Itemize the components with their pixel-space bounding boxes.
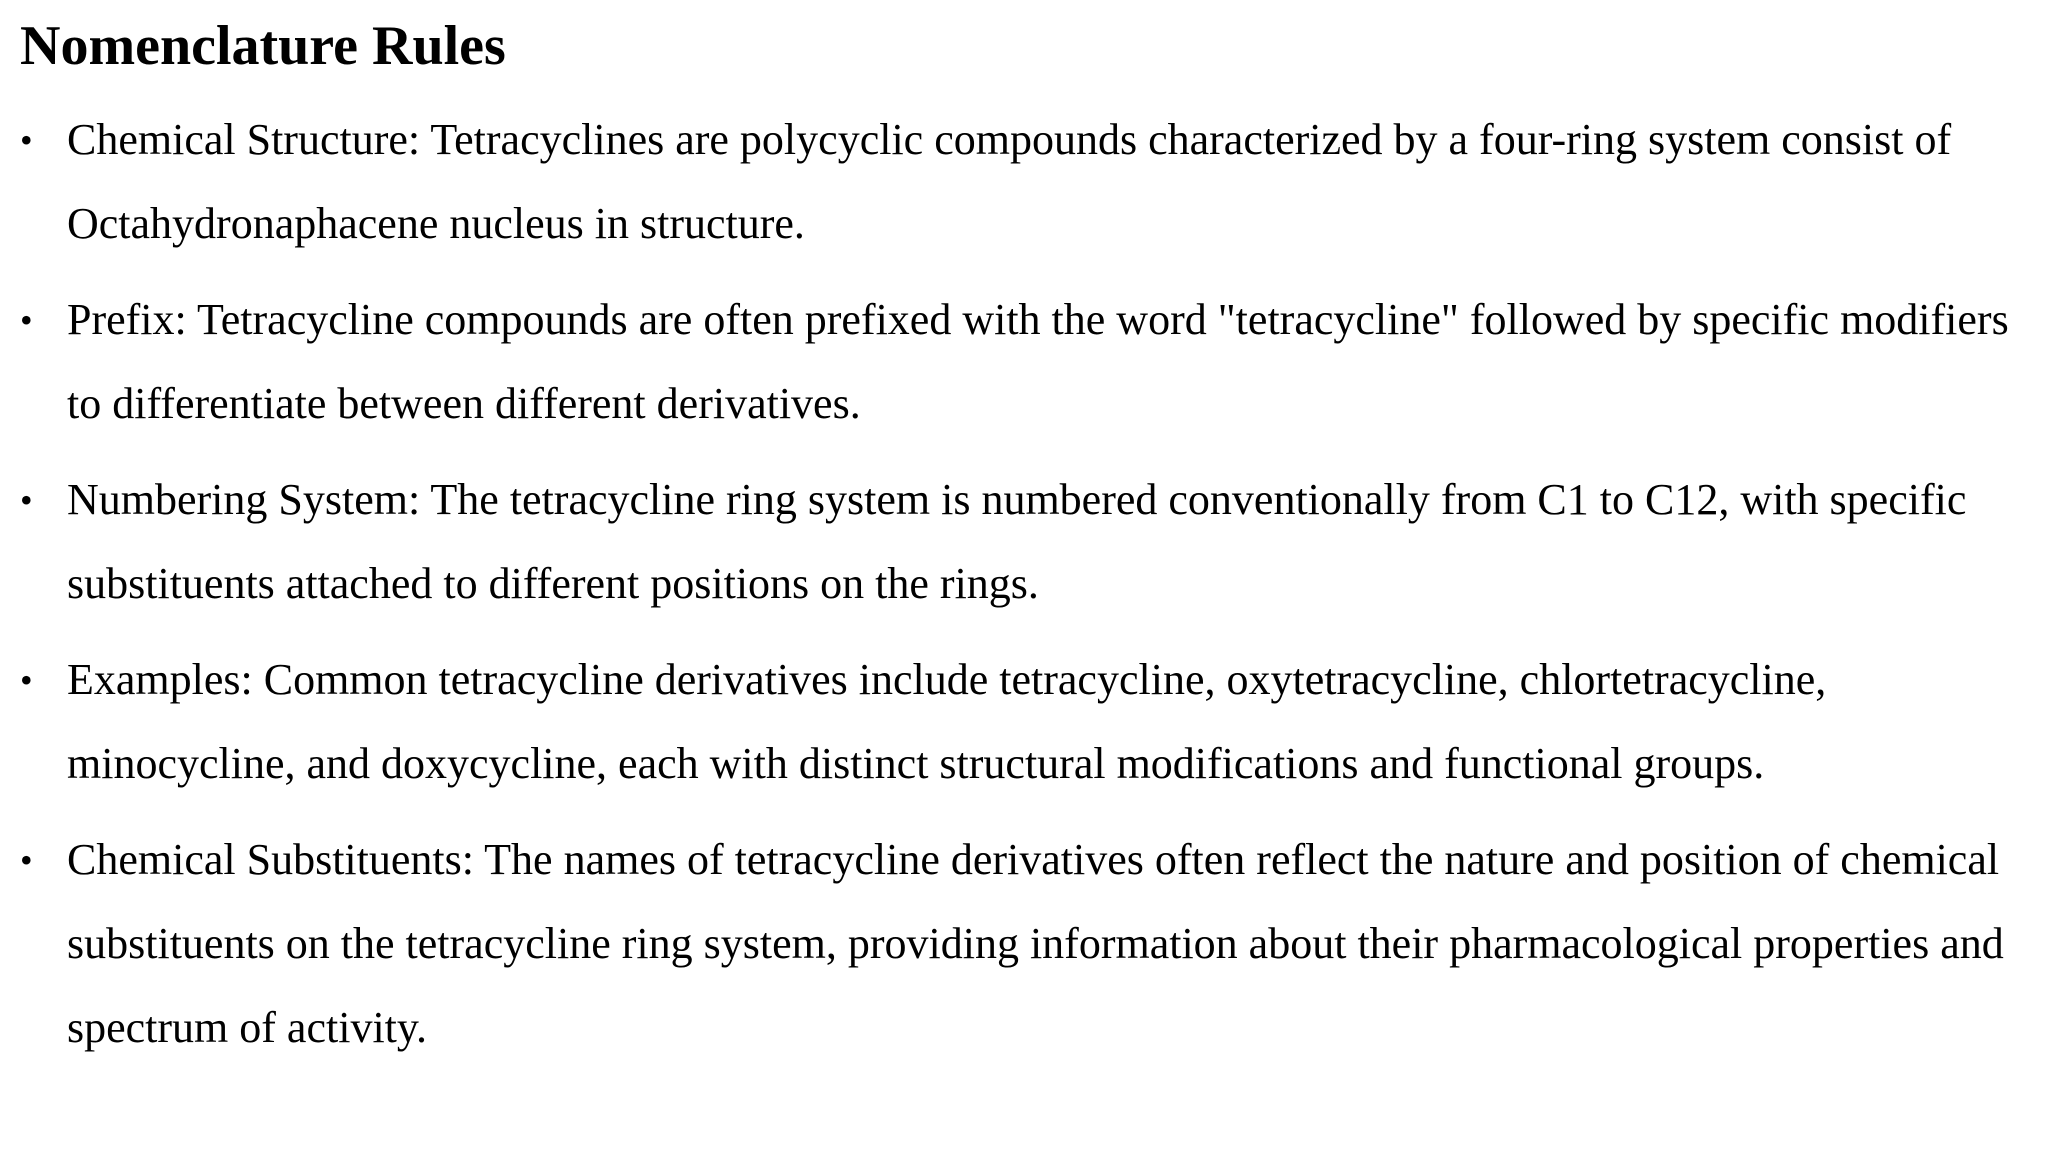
bullet-text: Chemical Substituents: The names of tetracycline derivatives often reflect the nature and position of chemical substituents on the tetracycline ring system, providing information about their pharmacological properties and spectrum of activity. bbox=[67, 835, 2004, 1052]
page-title: Nomenclature Rules bbox=[20, 15, 506, 77]
bullet-dot-icon: • bbox=[20, 480, 33, 520]
bullet-item-numbering-system bbox=[20, 458, 2030, 626]
bullet-text: Examples: Common tetracycline derivatives include tetracycline, oxytetracycline, chlortetracycline, minocycline, and doxycycline, each with distinct structural modifications and functional groups. bbox=[67, 655, 1827, 788]
bullet-dot-icon: • bbox=[20, 300, 33, 340]
bullet-list bbox=[20, 98, 2030, 1070]
bullet-dot-icon: • bbox=[20, 840, 33, 880]
bullet-item-chemical-substituents bbox=[20, 818, 2030, 1070]
bullet-text: Numbering System: The tetracycline ring system is numbered conventionally from C1 to C12, with specific substituents attached to different positions on the rings. bbox=[67, 475, 1967, 608]
bullet-item-examples bbox=[20, 638, 2030, 806]
bullet-item-prefix bbox=[20, 278, 2030, 446]
bullet-dot-icon: • bbox=[20, 120, 33, 160]
bullet-text: Prefix: Tetracycline compounds are often prefixed with the word "tetracycline" followed by specific modifiers to differentiate between different derivatives. bbox=[67, 295, 2009, 428]
bullet-text: Chemical Structure: Tetracyclines are polycyclic compounds characterized by a four-ring system consist of Octahydronaphacene nucleus in structure. bbox=[67, 115, 1952, 248]
bullet-item-chemical-structure bbox=[20, 98, 2030, 266]
bullet-dot-icon: • bbox=[20, 660, 33, 700]
